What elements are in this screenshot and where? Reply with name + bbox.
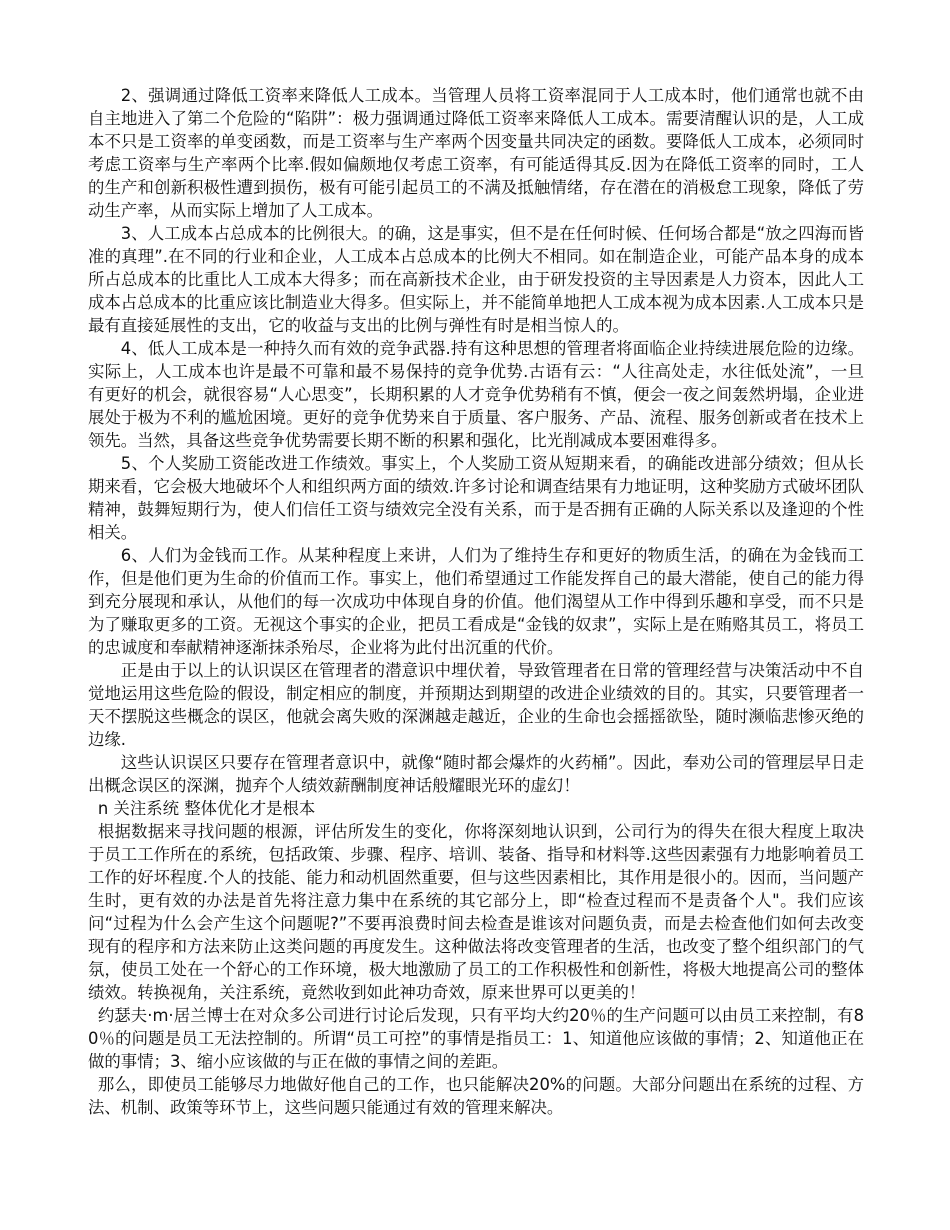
- paragraph-system-focus: 根据数据来寻找问题的根源，评估所发生的变化，你将深刻地认识到，公司行为的得失在很大程度上取决于员工工作所在的系统，包括政策、步骤、程序、培训、装备、指导和材料等.这些因素强有力地影响着员工工作的好坏程度.个人的技能、能力和动机固然重要，但与这些因素相比，其作用是很小的。因而，当问题产生时，更有效的办法是首先将注意力集中在系统的其它部分上，即“检查过程而不是责备个人"。我们应该问“过程为什么会产生这个问题呢?”不要再浪费时间去检查是谁该对问题负责，而是去检查他们如何去改变现有的程序和方法来防止这类问题的再度发生。这种做法将改变管理者的生活，也改变了整个组织部门的气氛，使员工处在一个舒心的工作环境，极大地激励了员工的工作积极性和创新性，将极大地提高公司的整体绩效。转换视角，关注系统，竟然收到如此神功奇效，原来世界可以更美的！: [88, 822, 864, 1002]
- paragraph-summary: 正是由于以上的认识误区在管理者的潜意识中埋伏着，导致管理者在日常的管理经营与决策活动中不自觉地运用这些危险的假设，制定相应的制度，并预期达到期望的改进企业绩效的目的。其实，只要管理者一天不摆脱这些概念的误区，他就会离失败的深渊越走越近，企业的生命也会摇摇欲坠，随时濒临悲惨灭绝的边缘.: [88, 661, 864, 749]
- paragraph-point-4: 4、低人工成本是一种持久而有效的竞争武器.持有这种思想的管理者将面临企业持续进展危险的边缘。实际上，人工成本也许是最不可靠和最不易保持的竞争优势.古语有云：“人往高处走，水往低处流”，一旦有更好的机会，就很容易“人心思变”，长期积累的人才竞争优势稍有不慎，便会一夜之间轰然坍塌，企业进展处于极为不利的尴尬困境。更好的竞争优势来自于质量、客户服务、产品、流程、服务创新或者在技术上领先。当然，具备这些竞争优势需要长期不断的积累和强化，比光削减成本要困难得多。: [88, 339, 864, 450]
- paragraph-point-5: 5、个人奖励工资能改进工作绩效。事实上，个人奖励工资从短期来看，的确能改进部分绩效；但从长期来看，它会极大地破坏个人和组织两方面的绩效.许多讨论和调查结果有力地证明，这种奖励方式破坏团队精神，鼓舞短期行为，使人们信任工资与绩效完全没有关系，而于是否拥有正确的人际关系以及逢迎的个性相关。: [88, 454, 864, 542]
- paragraph-point-6: 6、人们为金钱而工作。从某种程度上来讲，人们为了维持生存和更好的物质生活，的确在为金钱而工作，但是他们更为生命的价值而工作。事实上，他们希望通过工作能发挥自己的最大潜能，使自己的能力得到充分展现和承认，从他们的每一次成功中体现自身的价值。他们渴望从工作中得到乐趣和享受，而不只是为了赚取更多的工资。无视这个事实的企业，把员工看成是“金钱的奴隶”，实际上是在贿赂其员工，将员工的忠诚度和奉献精神逐渐抹杀殆尽，企业将为此付出沉重的代价。: [88, 546, 864, 657]
- section-heading: n 关注系统 整体优化才是根本: [97, 799, 316, 818]
- document-page: [88, 84, 864, 1119]
- paragraph-point-3: 3、人工成本占总成本的比例很大。的确，这是事实，但不是在任何时候、任何场合都是“放之四海而皆准的真理”.在不同的行业和企业，人工成本占总成本的比例大不相同。如在制造企业，可能产品本身的成本所占总成本的比重比人工成本大得多；而在高新技术企业，由于研发投资的主导因素是人力资本，因此人工成本占总成本的比重应该比制造业大得多。但实际上，并不能简单地把人工成本视为成本因素.人工成本只是最有直接延展性的支出，它的收益与支出的比例与弹性有时是相当惊人的。: [88, 224, 864, 335]
- paragraph-conclusion: 这些认识误区只要存在管理者意识中，就像“随时都会爆炸的火药桶”。因此，奉劝公司的管理层早日走出概念误区的深渊，抛弃个人绩效薪酬制度神话般耀眼光环的虚幻！: [88, 753, 864, 795]
- paragraph-management-solution: 那么，即使员工能够尽力地做好他自己的工作，也只能解决20%的问题。大部分问题出在系统的过程、方法、机制、政策等环节上，这些问题只能通过有效的管理来解决。: [88, 1075, 864, 1117]
- paragraph-point-2: 2、强调通过降低工资率来降低人工成本。当管理人员将工资率混同于人工成本时，他们通常也就不由自主地进入了第二个危险的“陷阱”：极力强调通过降低工资率来降低人工成本。需要清醒认识的是，人工成本不只是工资率的单变函数，而是工资率与生产率两个因变量共同决定的函数。要降低人工成本，必须同时考虑工资率与生产率两个比率.假如偏颇地仅考虑工资率，有可能适得其反.因为在降低工资率的同时，工人的生产和创新积极性遭到损伤，极有可能引起员工的不满及抵触情绪，存在潜在的消极怠工现象，降低了劳动生产率，从而实际上增加了人工成本。: [88, 86, 864, 220]
- paragraph-juran-findings: 约瑟夫·m·居兰博士在对众多公司进行讨论后发现，只有平均大约20％的生产问题可以由员工来控制，有80％的问题是员工无法控制的。所谓“员工可控”的事情是指员工：1、知道他应该做的事情；2、知道他正在做的事情；3、缩小应该做的与正在做的事情之间的差距。: [88, 1006, 864, 1071]
